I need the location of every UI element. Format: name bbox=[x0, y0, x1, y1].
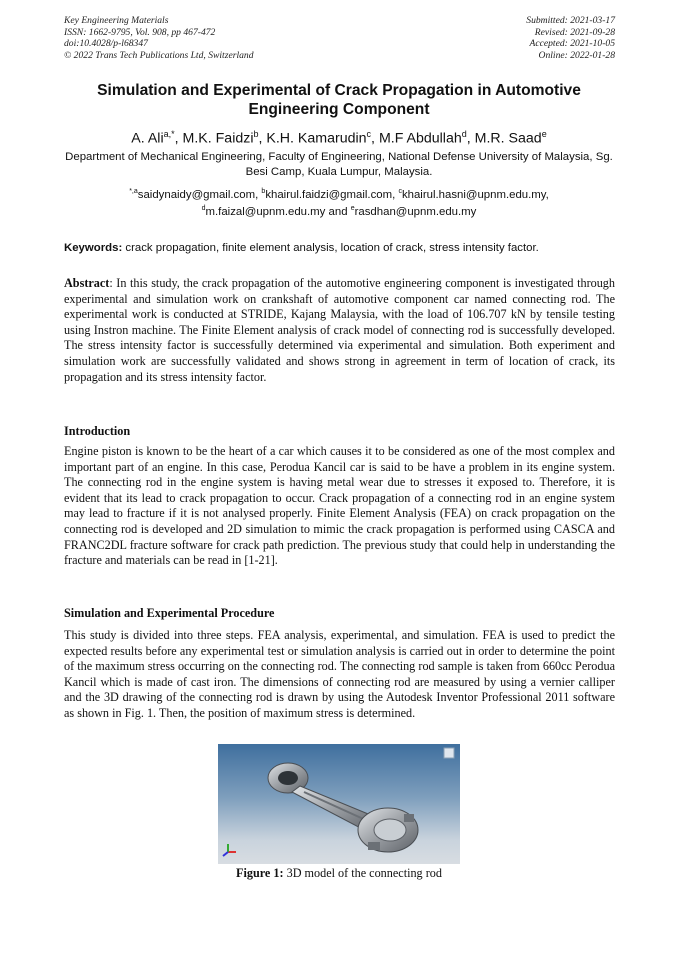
author-affil-mark: c bbox=[366, 129, 372, 139]
author-affil-mark: a,* bbox=[163, 129, 175, 139]
procedure-paragraph: This study is divided into three steps. FEA analysis, experimental, and simulation. FEA is used to predict the expected results before any experimental test or simulation analysis is carried out in order to determine the point of the maximum stress occurring on the connecting rod. The connecting rod sample is taken from 660cc Perodua Kancil which is made of cast iron. The dimensions of connecting rod are measured by using a vernier calliper and the 3D drawing of the connecting rod is drawn by using the Autodesk Inventor Professional 2011 software as shown in Fig. 1. Then, the position of maximum stress is determined. bbox=[64, 628, 615, 720]
email-mark: e bbox=[350, 205, 355, 213]
date-accepted: Accepted: 2021-10-05 bbox=[529, 38, 615, 50]
journal-copyright: © 2022 Trans Tech Publications Ltd, Switzerland bbox=[64, 49, 254, 61]
author-name: M.K. Faidzi bbox=[182, 130, 254, 147]
submission-dates bbox=[526, 15, 615, 61]
email-link[interactable]: khairul.faidzi@gmail.com bbox=[265, 188, 393, 201]
date-revised: Revised: 2021-09-28 bbox=[534, 26, 615, 38]
section-heading-introduction: Introduction bbox=[64, 424, 131, 438]
author-name: M.F Abdullah bbox=[378, 130, 462, 147]
journal-doi[interactable]: doi:10.4028/p-l68347 bbox=[64, 38, 148, 50]
paper-title: Simulation and Experimental of Crack Propagation in Automotive Engineering Component bbox=[97, 82, 581, 118]
author-name: K.H. Kamarudin bbox=[266, 130, 367, 147]
date-submitted: Submitted: 2021-03-17 bbox=[526, 15, 615, 26]
author-affil-mark: d bbox=[461, 129, 467, 139]
view-cube-icon[interactable] bbox=[444, 748, 454, 758]
author-name: A. Ali bbox=[131, 130, 164, 147]
section-heading-procedure: Simulation and Experimental Procedure bbox=[64, 606, 275, 620]
email-link[interactable]: m.faizal@upnm.edu.my bbox=[205, 206, 326, 219]
email-link[interactable]: saidynaidy@gmail.com bbox=[137, 188, 256, 201]
date-online: Online: 2022-01-28 bbox=[538, 49, 615, 61]
author-affil-mark: b bbox=[253, 129, 259, 139]
figure-caption bbox=[218, 866, 460, 880]
author-affil-mark: e bbox=[541, 129, 547, 139]
connecting-rod-model bbox=[218, 744, 460, 864]
axis-triad-icon bbox=[223, 844, 236, 856]
email-link[interactable]: khairul.hasni@upnm.edu.my bbox=[401, 188, 546, 201]
email-list: $^{*,a}$saidynaidy@gmail.com, $^b$khairul.faidzi@gmail.com, $^c$khairul.hasni@upnm.edu.my, $^d$m.faizal@upnm.edu.my and $^e$rasdhan@upnm.edu.my bbox=[129, 188, 549, 219]
email-mark: c bbox=[398, 188, 402, 195]
affiliation: Department of Mechanical Engineering, Faculty of Engineering, National Defense University of Malaysia, Sg. Besi Camp, Kuala Lumpur, Malaysia. bbox=[65, 151, 613, 178]
abstract-text: : In this study, the crack propagation of the automotive engineering component is investigated through experimental and simulation work on crankshaft of automotive component car named connecting rod. The experimental work is conducted at STRIDE, Kajang Malaysia, with the load of 106.707 kN by tensile testing using Instron machine. The Finite Element analysis of crack model of connecting rod is successfully developed. The stress intensity factor is successfully determined via experimental and simulation. Both experiment and simulation work are successfully validated and shows strong in agreement in term of location of crack, its propagation and its stress intensity factor. bbox=[64, 276, 615, 384]
abstract-label: Abstract bbox=[64, 276, 110, 290]
connecting-rod-figure bbox=[218, 744, 460, 864]
figure-label: Figure 1: bbox=[236, 866, 284, 880]
author-list: A. Ali$^{a,*}$, M.K. Faidzi$^b$, K.H. Kamarudin$^c$, M.F Abdullah$^d$, M.R. Saad$^e$ bbox=[131, 129, 547, 147]
abstract bbox=[64, 276, 615, 385]
introduction-paragraph: Engine piston is known to be the heart of a car which causes it to be considered as one of the most complex and important part of an engine. In this case, Perodua Kancil car is said to be have a problem in its engine system. The connecting rod in the engine system is having metal wear due to stresses it exposed to. Therefore, it is evident that its lead to crack propagation to occur. Crack propagation of a connecting rod in an engine system may lead to fracture if it is not analysed properly. Finite Element Analysis (FEA) on crack propagation on the connecting rod is developed and 2D simulation to mimic the crack propagation is performed using CASCA and FRANC2DL fracture software for crack path prediction. The previous study that could help in understanding the fracture and materials can be read in [1-21]. bbox=[64, 444, 615, 568]
keywords-label: Keywords: bbox=[64, 242, 123, 254]
email-link[interactable]: rasdhan@upnm.edu.my bbox=[354, 206, 477, 219]
figure-caption-text: 3D model of the connecting rod bbox=[283, 866, 442, 880]
author-name: M.R. Saad bbox=[474, 130, 542, 147]
journal-name: Key Engineering Materials bbox=[64, 15, 169, 26]
email-mark: d bbox=[201, 205, 206, 213]
keywords bbox=[64, 241, 616, 255]
journal-info bbox=[64, 15, 254, 61]
keywords-text: crack propagation, finite element analysis, location of crack, stress intensity factor. bbox=[122, 242, 539, 254]
email-mark: *,a bbox=[129, 188, 138, 195]
email-mark: b bbox=[261, 188, 266, 195]
journal-issn: ISSN: 1662-9795, Vol. 908, pp 467-472 bbox=[64, 26, 216, 38]
